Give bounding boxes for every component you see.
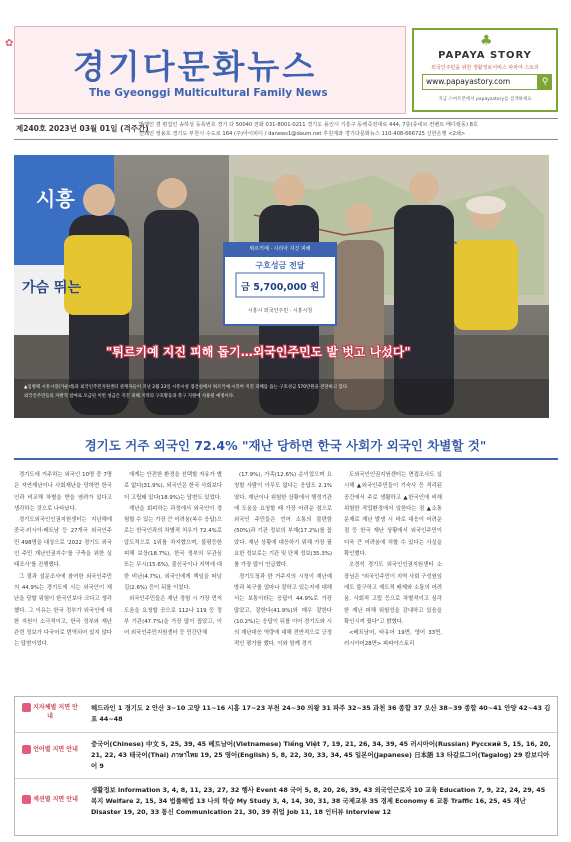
map-pin-icon <box>22 703 31 712</box>
paragraph: 그 결과 설문조사에 참여한 외국인주민의 44.9%는 경기도에 사는 외국인이 재난을 당할 위험이 한국인보다 크다고 생각했다. 그 이유는 한국 정부가 외국인에 대한 지원이 소극적이고, 한국 정부와 재난관련 정보가 다국어로 번역되어 있지 않다는 답변이었다. <box>14 573 112 648</box>
paragraph: 오경석 경기도 외국인인권지원센터 소장님은 "외국인주민이 지역 사회 구성원임에도 불구하고 제도적 배제와 소통의 어려움, 사회적 고립 등으로 차별적이고 심각한 재난 피해 위험성을 감내하고 있음을 확인시켜 줬다"고 밝혔다. <box>344 562 442 625</box>
search-icon[interactable]: ⚲ <box>538 74 552 90</box>
publisher-info: 발행인 겸 편집인 송하성 등록번호 경기 다 50040 전화 031-8001-0211 경기도 용인시 기흥구 동백죽전대로 444, 7층(쥬네브 컨벤트 메디컬동) 8호 <box>139 122 478 128</box>
photo-caption: ▲임병택 시흥시장(가운데)과 외국인주민지원센터 관계자들이 지난 2월 23일 시흥시청 접견실에서 튀르키예·시리아 지진 피해를 돕는 구호성금 570만원을 전달하고 있다. <box>24 385 349 390</box>
article-column-2 <box>124 470 222 675</box>
ad-brand: PAPAYA STORY <box>438 50 532 61</box>
ad-description: 지금 스마트폰에서 papayastory를 검색하세요 <box>438 97 532 102</box>
masthead-banner <box>14 26 406 114</box>
index-row-language <box>15 733 559 779</box>
issue-number: 제240호 2023년 03월 01일 (격주간) <box>16 124 149 133</box>
masthead <box>0 0 571 120</box>
photo-headline: "튀르키예 지진 피해 돕기…외국인주민도 발 벗고 나섰다" <box>106 345 411 359</box>
ad-tagline: 외국인주민을 위한 생활정보서비스 파파야 스토리 <box>431 65 539 71</box>
article-column-4 <box>344 470 442 675</box>
paragraph: 에게는 안전한 환경을 선택할 자유가 별로 없다(31.9%), 외국인은 한국 사회보다 더 고립돼 있다(18.9%)는 답변도 있었다. <box>124 472 222 501</box>
sign-bottom-text: 시흥시 외국인주민 · 시흥시청 <box>247 308 313 314</box>
printer-info: 인쇄인 정용호 경기도 부천시 수도로 164 (주)아이피디 / danews1@daum.net 후원계좌 경기다문화뉴스 110-408-666725 신한은행 <2쇄> <box>139 131 466 137</box>
lead-photo <box>14 155 549 418</box>
paragraph: 재난을 회피하는 과정에서 외국인이 경험할 수 있는 가장 큰 어려움(복수 응답)으로는 한국인과의 차별적 처우가 72.4%로 압도적으로 1위를 차지했으며, 불평등한 피해 보상(18.7%), 한국 정부의 무관심 또는 무시(15.6%), 출신국이나 지역에 대한 비난(4.7%), 외국인에게 책임을 떠넘김(2.6%) 등이 뒤를 이었다. <box>124 505 222 591</box>
paragraph: (17.9%), 가족(12.6%) 순이었으며 요청할 사람이 아무도 없다는 응답도 2.1%였다. 재난이나 위험한 상황에서 행정기관에 도움을 요청할 때 가장 어려운 점으로 외국인 주민들은 언어 소통의 불편함(50%)과 기관 정보의 부재(17.2%)를 꼽았다. 재난 상황에 대응하기 위해 가장 필요한 정보로는 기관 및 단체 정보(35.3%)를 가장 많이 언급했다. <box>234 472 332 569</box>
ad-url-field[interactable]: www.papayastory.com <box>422 74 538 90</box>
newspaper-subtitle: The Gyeonggi Multicultural Family News <box>89 87 328 99</box>
newspaper-title: 경기다문화뉴스 <box>73 47 318 86</box>
paragraph: 외국인주민들은 재난 경험 시 가장 먼저 도움을 요청할 곳으로 112나 119 등 정부 기관(47.7%)을 가장 많이 꼽았고, 이어 외국인주민지원센터 등 민간단체 <box>124 596 222 637</box>
papaya-story-ad[interactable] <box>412 28 558 112</box>
index-label: 언어별 지면 안내 <box>21 745 79 754</box>
sign-title: 구호성금 전달 <box>255 261 305 270</box>
index-label: 지자체별 지면 안내 <box>21 703 79 721</box>
sign-amount: 금 5,700,000 원 <box>240 282 320 293</box>
index-text-section: 생활정보 Information 3, 4, 8, 11, 23, 27, 32 행사 Event 48 국어 5, 8, 20, 26, 39, 43 외국인근로자 10 교육 Education 7, 9, 22, 24, 29, 45 복지 Welfare 2, 15, 34 법률해법 13 나의 학습 My Study 3, 4, 14, 30, 31, 38 국제교류 35 경제 Economy 6 교통 Traffic 16, 25, 45 재난 Disaster 19, 20, 33 통신 Communication 21, 30, 39 취업 Job 11, 18 인터뷰 Interview 12 <box>91 786 546 816</box>
banner-text-secondary: 가슴 뛰는 <box>22 280 81 296</box>
sign-top-text: 튀르키예 · 시리아 지진 피해 <box>249 246 311 252</box>
index-text-language: 중국어(Chinese) 中文 5, 25, 39, 45 베트남어(Vietnamese) Tiếng Việt 7, 19, 21, 26, 34, 39, 45 러시아어(Russian) Русский 5, 15, 16, 20, 21, 22, 43 태국어(Thai) ภาษาไทย 19, 25 영어(English) 5, 8, 22, 30, 33, 34, 45 일본어(Japanese) 日本語 13 타갈로그어(Tagalog) 29 캄보디아어 9 <box>91 740 551 770</box>
book-icon <box>22 795 31 804</box>
photo-caption-line2: 외국인주민들의 자발적 참여로 모금된 이번 성금은 지진 피해 지역의 구호활동과 복구 지원에 사용될 예정이다. <box>24 394 235 399</box>
index-row-section <box>15 779 559 836</box>
flower-icon: ✿ <box>5 38 14 49</box>
banner-text: 시흥 <box>36 187 75 211</box>
paragraph: <베트남어, 타유어 19면, 영어 33면, 러시아어28면> 파파야스토리 <box>344 630 442 648</box>
index-row-region <box>15 697 559 733</box>
paragraph: 경기도에 거주하는 외국인 10명 중 7명은 자연재난이나 사회재난을 당하면 한국인과 비교해 차별을 받을 염려가 있다고 생각하는 것으로 나타났다. <box>14 472 112 512</box>
paragraph: 경기도청과 한 거주지의 시청이 재난예방과 복구를 얼마나 잘하고 있는지에 대해서는 보통이라는 응답이 44.9%로 가장 많았고, 잘한다(41.9%)와 매우 잘한다(10.2%)는 응답이 뒤를 이어 경기도와 시의 재난대응 역량에 대해 전반적으로 긍정적인 평가를 했다. 이와 함께 경기 <box>234 573 332 648</box>
article-body <box>14 470 558 680</box>
article-headline: 경기도 거주 외국인 72.4% "재난 당하면 한국 사회가 외국인 차별할 것" <box>84 438 487 453</box>
paragraph: 경기도외국인인권지원센터는 지난해에 중국·러시아·베트남 등 27개국 외국인주민 498명을 대상으로 '2022 경기도 외국인 주민 재난인권지수'를 구축을 위한 실태조사'를 진행했다. <box>14 517 112 569</box>
index-label: 섹션별 지면 안내 <box>21 795 79 804</box>
article-column-1 <box>14 470 112 675</box>
headline-divider <box>14 458 558 460</box>
tree-icon: ♣ <box>480 33 493 49</box>
paragraph: 도외국인인권지원센터는 면접조사도 실시해 ▲외국인주민들이 기숙사 등 격리된 공간에서 주로 생활하고 ▲한국인에 비해 위험한 작업환경에서 일한다는 점 ▲소통 문제로 재난 발생 시 바로 대응이 어려운 점 등 한국 재난 상황에서 외국인주민이 더욱 큰 어려움에 처할 수 있다는 사실을 확인했다. <box>344 472 442 558</box>
page-index <box>14 696 558 836</box>
publication-info-bar <box>14 118 558 140</box>
index-text-region: 헤드라인 1 경기도 2 안산 3~10 고양 11~16 시흥 17~23 부천 24~30 의왕 31 파주 32~35 과천 36 종합 37 오산 38~39 종합 40~41 안양 42~43 김포 44~48 <box>91 704 551 723</box>
article-column-3 <box>234 470 332 675</box>
speech-bubble-icon <box>22 745 31 754</box>
